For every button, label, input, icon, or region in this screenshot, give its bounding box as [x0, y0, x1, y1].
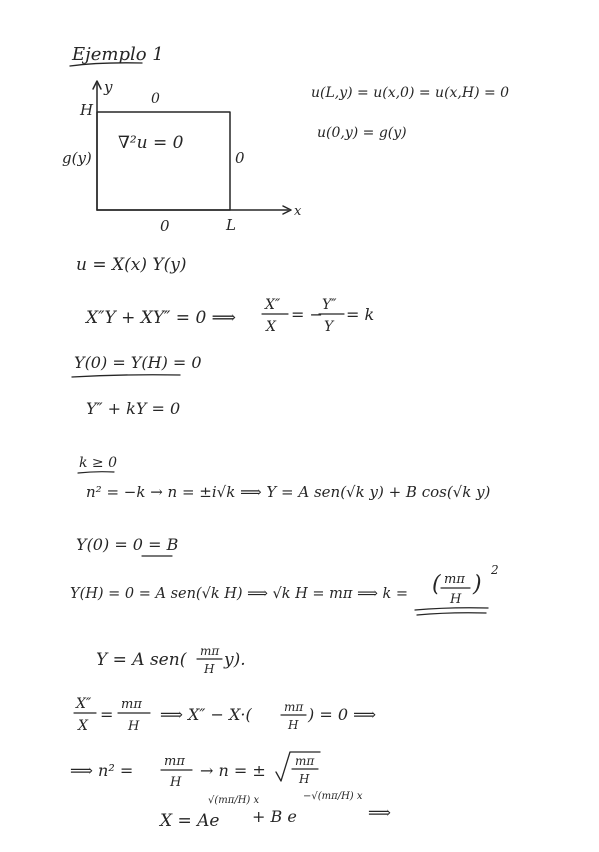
top-boundary-condition: 0 — [151, 91, 160, 107]
ratio-equation — [262, 297, 374, 335]
ratio-y-numerator: Y″ — [322, 297, 337, 313]
y-solution-denominator: H — [204, 662, 215, 676]
x-char-sqrt-numerator: mπ — [295, 754, 315, 768]
ratio-x-denominator: X — [266, 319, 276, 335]
x-rhs-numerator: mπ — [121, 697, 142, 712]
left-boundary-condition: g(y) — [62, 149, 92, 167]
y-boundary-conditions: Y(0) = Y(H) = 0 — [74, 353, 202, 372]
y-solution-numerator: mπ — [200, 644, 220, 658]
y-at-h: Y(H) = 0 = A sen(√k H) ⟹ √k H = mπ ⟹ k = — [70, 586, 409, 602]
characteristic-roots: n² = −k → n = ±i√k ⟹ Y = A sen(√k y) + B cos(√k y) — [86, 483, 491, 501]
x-char-denominator: H — [170, 775, 182, 790]
x-axis-label: x — [294, 204, 302, 219]
ratio-x-numerator: X″ — [265, 297, 281, 313]
paren-open: ( — [432, 572, 441, 597]
boundary-condition-g: u(0,y) = g(y) — [317, 125, 407, 141]
right-boundary-condition: 0 — [235, 149, 245, 167]
domain-rectangle — [97, 112, 230, 210]
eigenvalue — [415, 563, 499, 615]
x-ode-numerator: mπ — [284, 700, 304, 714]
x-ode-denominator: H — [288, 718, 299, 732]
y-solution-right: y). — [224, 650, 246, 670]
ratio-constant: = k — [346, 305, 375, 324]
substitution-line: X″Y + XY″ = 0 ⟹ — [86, 308, 237, 328]
x-equals: = — [100, 705, 114, 724]
x-char-sqrt-denominator: H — [299, 772, 310, 786]
x-solution-a-exponent: √(mπ/H) x — [208, 795, 260, 806]
x-ode-right: ) = 0 ⟹ — [308, 705, 377, 724]
y-solution-left: Y = A sen( — [96, 650, 187, 670]
paren-close: ) — [473, 572, 482, 597]
x-characteristic — [70, 752, 320, 790]
height-label: H — [80, 101, 94, 119]
boundary-conditions-zero: u(L,y) = u(x,0) = u(x,H) = 0 — [311, 85, 510, 101]
bc-underline — [72, 375, 180, 377]
pde-label: ∇²u = 0 — [118, 133, 184, 153]
eigenvalue-underline — [415, 608, 488, 610]
x-equation — [74, 696, 376, 734]
eigenvalue-underline — [417, 613, 486, 615]
x-ode-left: ⟹ X″ − X·( — [160, 705, 252, 724]
ratio-middle: = − — [291, 305, 323, 324]
case-underline — [78, 472, 114, 473]
length-label: L — [226, 216, 236, 234]
y-ode: Y″ + kY = 0 — [86, 399, 181, 418]
x-solution-b-exponent: −√(mπ/H) x — [303, 791, 363, 802]
eigenvalue-exponent: 2 — [491, 563, 499, 577]
x-solution-plus-b: + B e — [252, 807, 297, 826]
x-char-left: ⟹ n² = — [70, 761, 134, 780]
domain-diagram — [62, 78, 302, 235]
y-axis-label: y — [104, 78, 113, 96]
page-title: Ejemplo 1 — [72, 44, 164, 65]
case-label: k ≥ 0 — [79, 455, 118, 471]
eigenvalue-denominator: H — [450, 592, 462, 607]
x-solution — [158, 791, 391, 831]
bottom-boundary-condition: 0 — [160, 217, 170, 235]
separation-ansatz: u = X(x) Y(y) — [76, 255, 187, 275]
x-ratio-denominator: X — [78, 718, 88, 734]
eigenvalue-numerator: mπ — [444, 572, 465, 587]
y-solution — [96, 644, 246, 676]
x-char-numerator: mπ — [164, 754, 185, 769]
x-ratio-numerator: X″ — [76, 696, 92, 712]
x-solution-a: X = Ae — [160, 811, 220, 831]
y-at-zero: Y(0) = 0 = B — [76, 535, 179, 554]
ratio-y-denominator: Y — [324, 319, 334, 335]
x-solution-arrow: ⟹ — [368, 803, 391, 822]
x-rhs-denominator: H — [128, 719, 140, 734]
x-char-mid: → n = ± — [200, 761, 266, 780]
